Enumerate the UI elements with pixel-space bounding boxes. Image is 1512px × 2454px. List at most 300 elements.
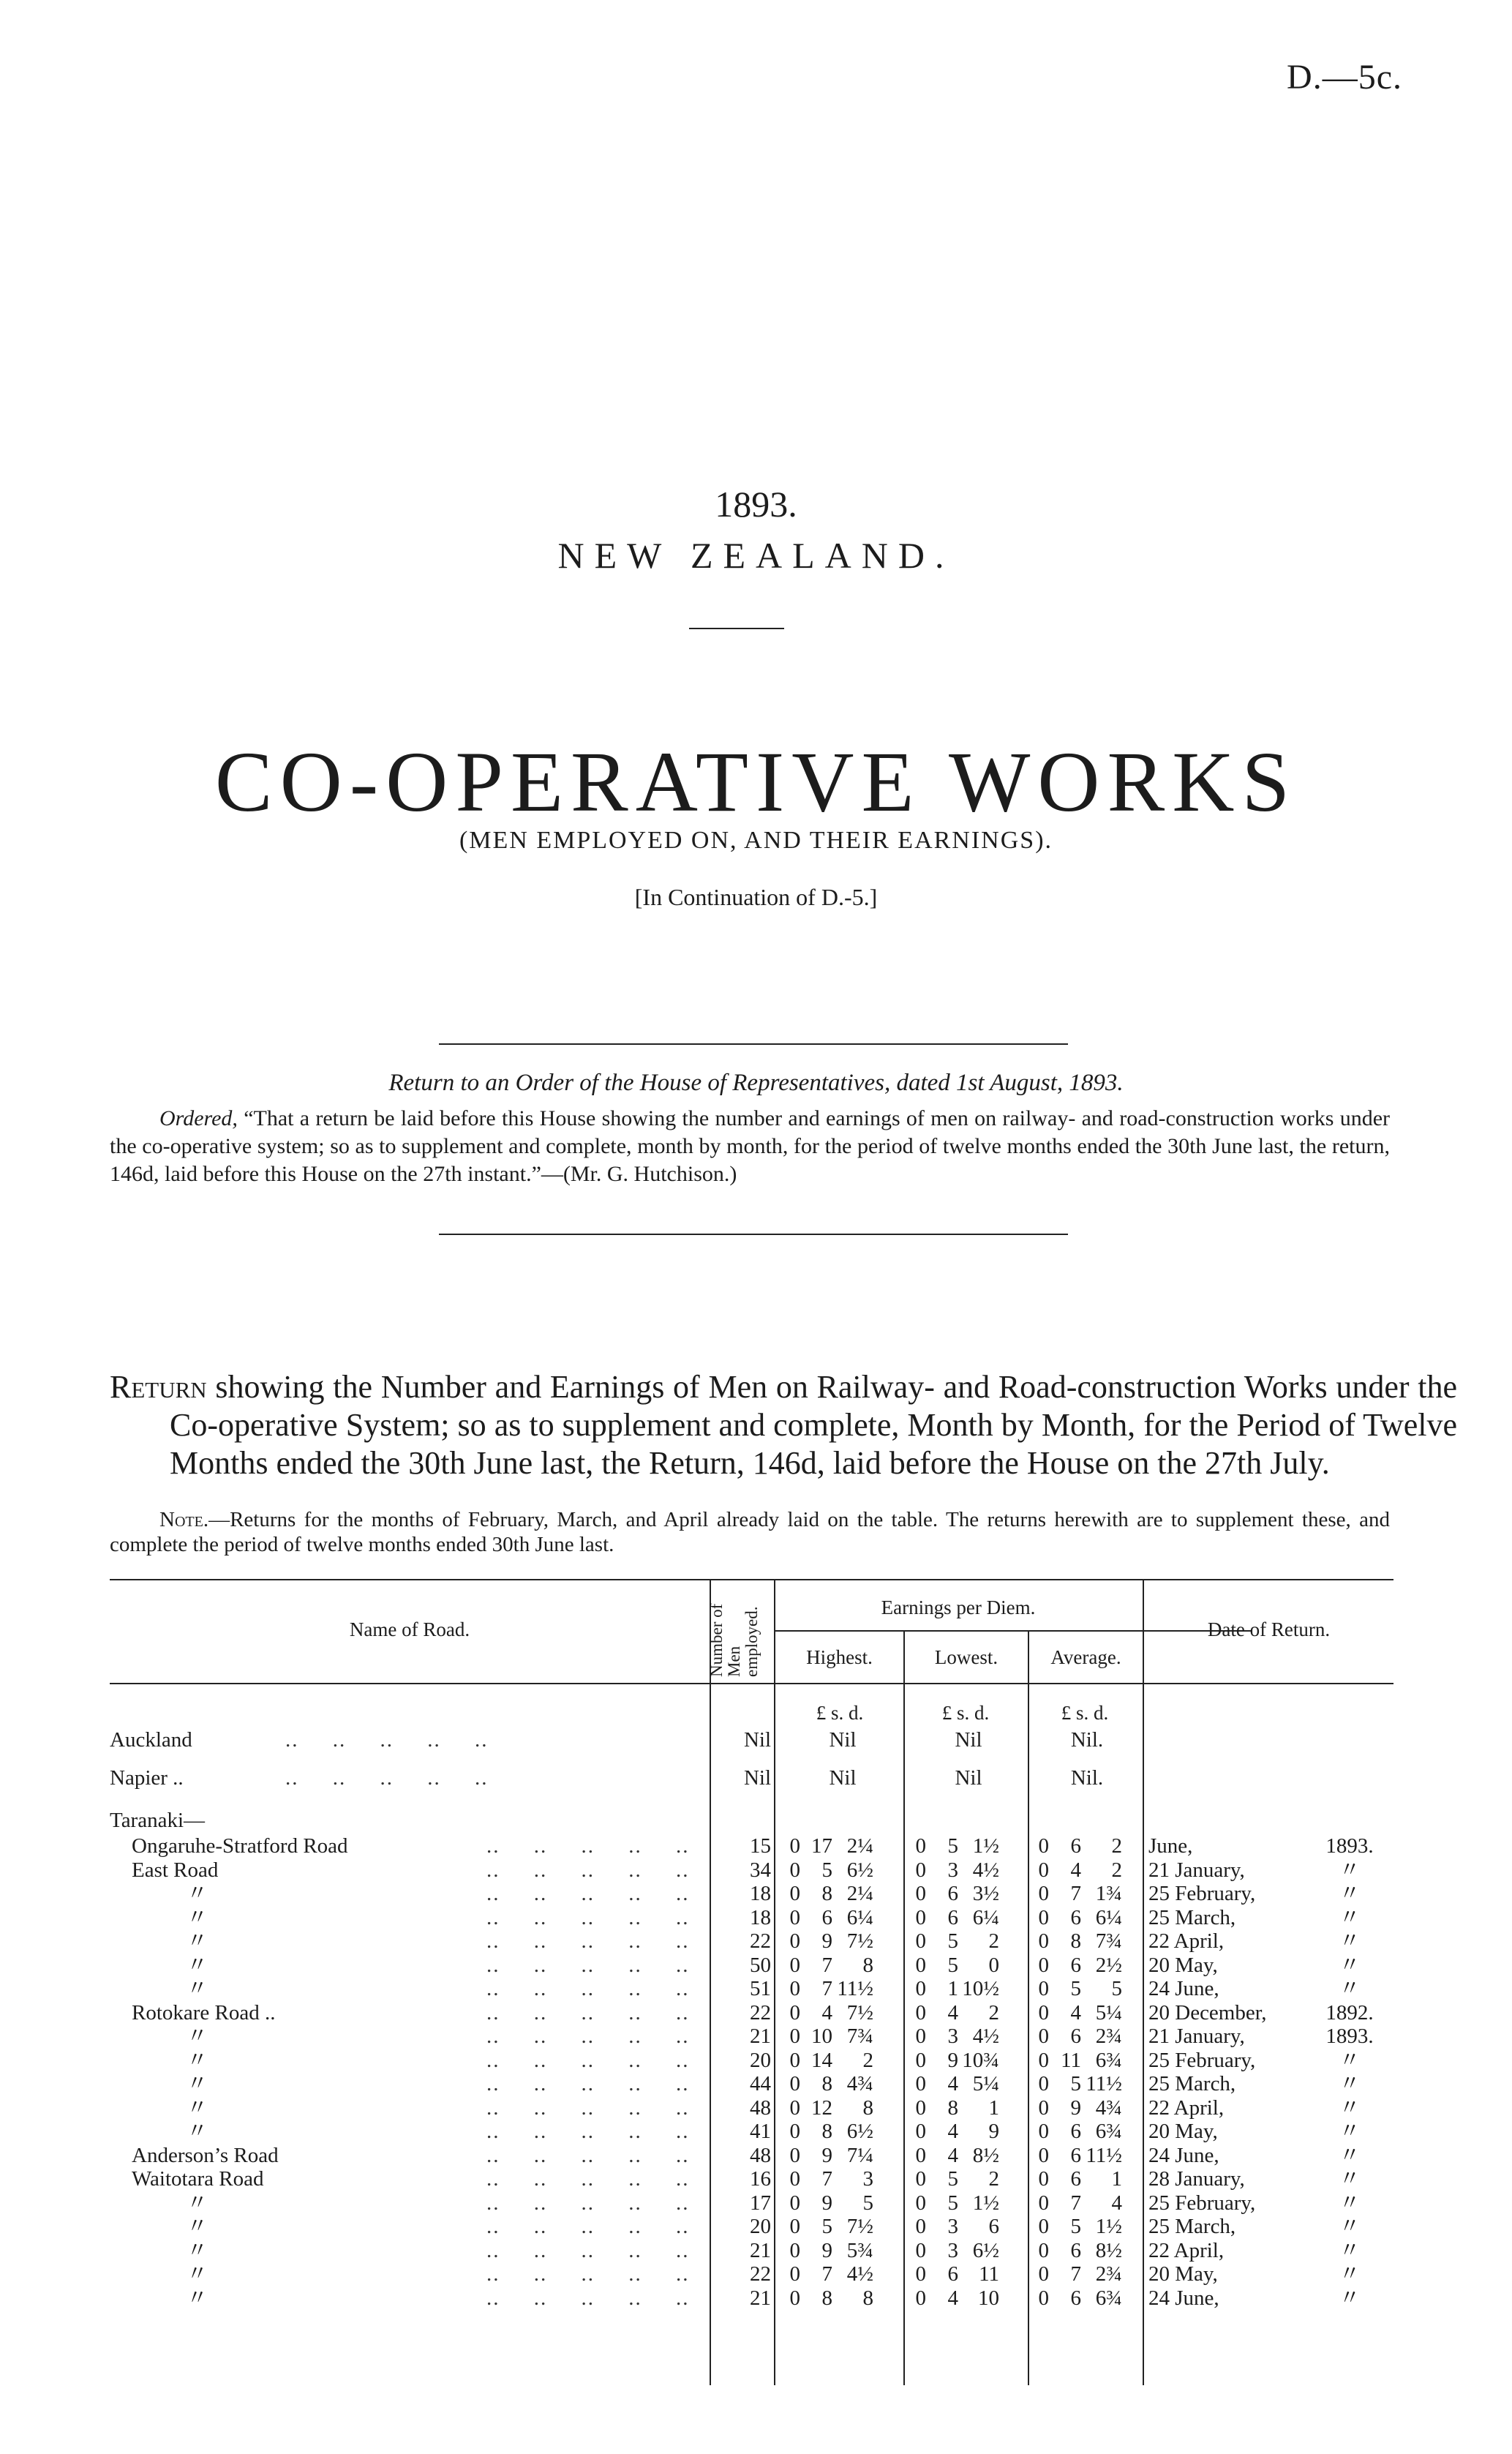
- highest-earnings: [784, 2144, 901, 2168]
- average-earnings-part: 6¾: [1095, 2286, 1122, 2310]
- leader-dots: .. .. .. .. ..: [486, 2167, 690, 2191]
- average-earnings-part: 4: [1111, 2191, 1122, 2215]
- table-row: [110, 2096, 1393, 2120]
- average-earnings: [1033, 1954, 1141, 1978]
- highest-earnings-part: 7¾: [846, 2025, 873, 2048]
- header-name-of-road: Name of Road.: [349, 1618, 470, 1640]
- average-earnings-part: 0: [1038, 2000, 1049, 2025]
- lowest-earnings-part: 9: [988, 2120, 999, 2143]
- road-name: 〃: [187, 2215, 208, 2238]
- average-earnings: [1033, 2239, 1141, 2263]
- return-date: 21 January,: [1148, 2025, 1245, 2048]
- lowest-earnings: [910, 1906, 1027, 1930]
- return-date: 25 February,: [1148, 1882, 1256, 1905]
- road-name: Taranaki—: [110, 1809, 206, 1832]
- return-year: 〃: [1339, 2120, 1361, 2143]
- road-name: 〃: [187, 2048, 208, 2072]
- header-average: Average.: [1050, 1646, 1121, 1668]
- leader-dots: .. .. .. .. ..: [486, 2000, 690, 2025]
- highest-earnings: [784, 2167, 901, 2191]
- unit-highest: £ s. d.: [816, 1702, 864, 1724]
- road-name: 〃: [187, 2072, 208, 2095]
- average-earnings: [1033, 2120, 1141, 2144]
- highest-earnings-part: 7½: [846, 1929, 873, 1953]
- lowest-earnings: [910, 1882, 1027, 1906]
- header-highest: Highest.: [806, 1646, 873, 1668]
- lowest-earnings: [910, 2191, 1027, 2215]
- lowest-earnings: [910, 2262, 1027, 2286]
- average-earnings: [1033, 2072, 1141, 2096]
- lowest-earnings-part: 10½: [962, 1977, 999, 2000]
- lowest-earnings-part: 0: [915, 2120, 926, 2143]
- lowest-earnings: Nil: [955, 1766, 982, 1790]
- men-count: 48: [750, 2095, 771, 2120]
- return-date: 25 March,: [1148, 2215, 1236, 2238]
- road-name: 〃: [187, 2025, 208, 2048]
- average-earnings-part: 0: [1038, 2025, 1049, 2048]
- lowest-earnings-part: 0: [915, 2143, 926, 2167]
- table-row: [110, 2286, 1393, 2311]
- average-earnings-part: 6¼: [1095, 1905, 1122, 1929]
- men-count: 50: [750, 1953, 771, 1977]
- lowest-earnings: [910, 1858, 1027, 1883]
- lowest-earnings-part: 0: [988, 1953, 999, 1977]
- lowest-earnings-part: 6: [947, 2262, 958, 2286]
- table-row: [110, 2120, 1393, 2144]
- highest-earnings-part: 0: [789, 2095, 800, 2120]
- leader-dots: .. .. .. .. ..: [486, 2262, 690, 2286]
- average-earnings: [1033, 1882, 1141, 1906]
- leader-dots: .. .. .. .. ..: [486, 1929, 690, 1953]
- document-title: CO-OPERATIVE WORKS: [214, 734, 1298, 830]
- lowest-earnings-part: 5: [947, 1929, 958, 1953]
- lowest-earnings-part: 5: [947, 1953, 958, 1977]
- average-earnings-part: 6: [1070, 1905, 1081, 1929]
- page-reference: D.—5c.: [1287, 58, 1402, 97]
- average-earnings-part: 5: [1070, 2215, 1081, 2238]
- country-heading: NEW ZEALAND.: [557, 535, 955, 576]
- average-earnings: [1033, 2096, 1141, 2120]
- average-earnings-part: 2¾: [1095, 2025, 1122, 2048]
- men-count: 15: [750, 1834, 771, 1858]
- men-count: 16: [750, 2167, 771, 2191]
- table-row: [110, 2025, 1393, 2049]
- lowest-earnings-part: 0: [915, 1905, 926, 1929]
- lowest-earnings: Nil: [955, 1728, 982, 1752]
- highest-earnings-part: 0: [789, 2215, 800, 2238]
- highest-earnings-part: 6: [821, 1905, 832, 1929]
- average-earnings-part: 0: [1038, 2238, 1049, 2262]
- return-date: 28 January,: [1148, 2167, 1245, 2191]
- header-date-of-return: Date of Return.: [1207, 1618, 1331, 1640]
- return-date: 24 June,: [1148, 2143, 1219, 2167]
- average-earnings-part: 4¾: [1095, 2095, 1122, 2120]
- average-earnings: [1033, 2191, 1141, 2215]
- leader-dots: .. .. .. .. ..: [486, 1834, 690, 1858]
- lowest-earnings-part: 0: [915, 1834, 926, 1858]
- average-earnings-part: 6: [1070, 2143, 1081, 2167]
- note-paragraph: [110, 1507, 1390, 1557]
- average-earnings-part: 1¾: [1095, 1882, 1122, 1905]
- average-earnings-part: 4: [1070, 2000, 1081, 2025]
- lowest-earnings: [910, 1977, 1027, 2001]
- lowest-earnings-part: 0: [915, 2262, 926, 2286]
- lowest-earnings-part: 1: [988, 2095, 999, 2120]
- road-name: 〃: [187, 1953, 208, 1977]
- average-earnings: [1033, 2025, 1141, 2049]
- return-year: 〃: [1339, 1953, 1361, 1977]
- note-label: Note.: [159, 1508, 209, 1531]
- average-earnings: [1033, 1834, 1141, 1858]
- road-name: 〃: [187, 2120, 208, 2143]
- leader-dots: .. .. .. .. ..: [285, 1766, 489, 1790]
- highest-earnings-part: 0: [789, 1953, 800, 1977]
- return-date: 20 May,: [1148, 1953, 1218, 1977]
- highest-earnings-part: 0: [789, 2286, 800, 2310]
- table-row: [110, 1929, 1393, 1954]
- lowest-earnings-part: 5: [947, 2191, 958, 2215]
- average-earnings: [1033, 2144, 1141, 2168]
- average-earnings-part: 9: [1070, 2095, 1081, 2120]
- highest-earnings: [784, 1858, 901, 1883]
- average-earnings-part: 1: [1111, 2167, 1122, 2191]
- table-row: [110, 1977, 1393, 2001]
- return-year: 〃: [1339, 1882, 1361, 1905]
- lowest-earnings-part: 4: [947, 2072, 958, 2095]
- return-year: 〃: [1339, 2072, 1361, 2095]
- return-year: 1893.: [1325, 1834, 1374, 1858]
- highest-earnings-part: 4: [821, 2000, 832, 2025]
- highest-earnings-part: 7¼: [846, 2143, 873, 2167]
- highest-earnings-part: 0: [789, 2191, 800, 2215]
- lowest-earnings: [910, 2001, 1027, 2025]
- leader-dots: .. .. .. .. ..: [486, 2025, 690, 2048]
- lowest-earnings-part: 10¾: [962, 2048, 999, 2072]
- header-earnings: Earnings per Diem.: [881, 1596, 1036, 1618]
- average-earnings: Nil.: [1070, 1766, 1104, 1790]
- highest-earnings-part: 3: [862, 2167, 873, 2191]
- lowest-earnings-part: 4: [947, 2120, 958, 2143]
- return-year: 〃: [1339, 1977, 1361, 2000]
- road-name: 〃: [187, 2191, 208, 2215]
- leader-dots: .. .. .. .. ..: [486, 1977, 690, 2000]
- table-row: [110, 2049, 1393, 2073]
- lowest-earnings-part: 4½: [972, 2025, 999, 2048]
- average-earnings: [1033, 2215, 1141, 2239]
- highest-earnings-part: 0: [789, 1858, 800, 1882]
- average-earnings-part: 6: [1070, 1953, 1081, 1977]
- return-year: 〃: [1339, 1858, 1361, 1882]
- lowest-earnings-part: 0: [915, 2286, 926, 2310]
- return-date: 25 February,: [1148, 2048, 1256, 2072]
- lowest-earnings: [910, 2120, 1027, 2144]
- highest-earnings: [784, 2072, 901, 2096]
- lowest-earnings: [910, 2167, 1027, 2191]
- lowest-earnings-part: 2: [988, 1929, 999, 1953]
- highest-earnings-part: 0: [789, 2143, 800, 2167]
- lowest-earnings-part: 1: [947, 1977, 958, 2000]
- men-count: Nil: [743, 1766, 771, 1790]
- return-year: 1893.: [1325, 2025, 1374, 2048]
- return-year: 〃: [1339, 2048, 1361, 2072]
- average-earnings-part: 2: [1111, 1858, 1122, 1882]
- average-earnings-part: 8½: [1095, 2238, 1122, 2262]
- return-date: 21 January,: [1148, 1858, 1245, 1882]
- highest-earnings: Nil: [829, 1728, 857, 1752]
- highest-earnings-part: 2¼: [846, 1834, 873, 1858]
- document-year: 1893.: [715, 484, 797, 525]
- road-name: 〃: [187, 2262, 208, 2286]
- highest-earnings: [784, 1834, 901, 1858]
- ordered-label: Ordered,: [159, 1106, 238, 1130]
- average-earnings-part: 0: [1038, 2143, 1049, 2167]
- return-year: 〃: [1339, 2167, 1361, 2191]
- average-earnings-part: 6: [1070, 1834, 1081, 1858]
- highest-earnings-part: 7: [821, 1977, 832, 2000]
- lowest-earnings-part: 5¼: [972, 2072, 999, 2095]
- lowest-earnings-part: 3: [947, 1858, 958, 1882]
- highest-earnings-part: 7: [821, 2262, 832, 2286]
- highest-earnings-part: 0: [789, 1882, 800, 1905]
- lowest-earnings-part: 0: [915, 2191, 926, 2215]
- return-year: 〃: [1339, 2191, 1361, 2215]
- highest-earnings-part: 2: [862, 2048, 873, 2072]
- men-count: 22: [750, 2262, 771, 2286]
- road-name: 〃: [187, 1905, 208, 1929]
- average-earnings-part: 0: [1038, 1929, 1049, 1953]
- return-date: 22 April,: [1148, 2238, 1225, 2262]
- average-earnings-part: 0: [1038, 2262, 1049, 2286]
- lowest-earnings-part: 0: [915, 1953, 926, 1977]
- lowest-earnings-part: 2: [988, 2000, 999, 2025]
- highest-earnings-part: 8: [821, 2072, 832, 2095]
- table-row: [110, 1728, 1393, 1752]
- average-earnings-part: 5: [1070, 1977, 1081, 2000]
- highest-earnings-part: 0: [789, 1905, 800, 1929]
- average-earnings: [1033, 1929, 1141, 1954]
- lowest-earnings-part: 1½: [972, 1834, 999, 1858]
- lowest-earnings-part: 0: [915, 1929, 926, 1953]
- men-count: 34: [750, 1858, 771, 1882]
- highest-earnings-part: 0: [789, 1834, 800, 1858]
- header-lowest: Lowest.: [934, 1646, 998, 1668]
- lowest-earnings-part: 6½: [972, 2238, 999, 2262]
- lowest-earnings: [910, 2144, 1027, 2168]
- short-divider: [689, 628, 784, 629]
- road-name: 〃: [187, 1977, 208, 2000]
- highest-earnings-part: 5: [821, 1858, 832, 1882]
- return-date: 22 April,: [1148, 2095, 1225, 2120]
- top-rule: [439, 1043, 1068, 1045]
- leader-dots: .. .. .. .. ..: [486, 1882, 690, 1905]
- bottom-rule: [439, 1234, 1068, 1235]
- return-year: 〃: [1339, 2215, 1361, 2238]
- road-name: Waitotara Road: [132, 2167, 264, 2191]
- men-count: 18: [750, 1882, 771, 1905]
- highest-earnings: [784, 2286, 901, 2311]
- highest-earnings-part: 6½: [846, 1858, 873, 1882]
- leader-dots: .. .. .. .. ..: [285, 1728, 489, 1752]
- table-row: [110, 1809, 1393, 1833]
- average-earnings-part: 0: [1038, 1858, 1049, 1882]
- highest-earnings-part: 11½: [837, 1977, 873, 2000]
- lowest-earnings: [910, 2239, 1027, 2263]
- lowest-earnings-part: 3: [947, 2238, 958, 2262]
- lowest-earnings-part: 8½: [972, 2143, 999, 2167]
- men-count: 51: [750, 1977, 771, 2000]
- lowest-earnings-part: 5: [947, 2167, 958, 2191]
- return-date: June,: [1148, 1834, 1193, 1858]
- return-date: 25 February,: [1148, 2191, 1256, 2215]
- highest-earnings-part: 0: [789, 2000, 800, 2025]
- table-row: [110, 2215, 1393, 2239]
- average-earnings-part: 7: [1070, 2191, 1081, 2215]
- road-name: Rotokare Road ..: [132, 2000, 276, 2025]
- men-count: 18: [750, 1905, 771, 1929]
- men-count: 48: [750, 2143, 771, 2167]
- average-earnings-part: 0: [1038, 1882, 1049, 1905]
- lowest-earnings-part: 0: [915, 1882, 926, 1905]
- highest-earnings-part: 7: [821, 1953, 832, 1977]
- unit-lowest: £ s. d.: [941, 1702, 990, 1724]
- lowest-earnings: [910, 2286, 1027, 2311]
- highest-earnings-part: 2¼: [846, 1882, 873, 1905]
- road-name: Ongaruhe-Stratford Road: [132, 1834, 348, 1858]
- leader-dots: .. .. .. .. ..: [486, 2215, 690, 2238]
- highest-earnings-part: 8: [862, 2286, 873, 2310]
- men-count: 22: [750, 1929, 771, 1953]
- ordered-text: “That a return be laid before this House showing the number and earnings of men on railway- and road-construction works under the co-operative system; so as to supplement and complete, month by month, for the period of twelve months ended the 30th June last, the return, 146d, laid before this House on the 27th instant.”—(Mr. G. Hutchison.): [110, 1106, 1390, 1186]
- road-name: 〃: [187, 2095, 208, 2120]
- average-earnings-part: 6: [1070, 2120, 1081, 2143]
- highest-earnings-part: 8: [862, 1953, 873, 1977]
- order-heading: Return to an Order of the House of Representatives, dated 1st August, 1893.: [388, 1070, 1124, 1096]
- highest-earnings-part: 6¼: [846, 1905, 873, 1929]
- table-row: [110, 2001, 1393, 2025]
- average-earnings-part: 7: [1070, 2262, 1081, 2286]
- men-count: 41: [750, 2120, 771, 2143]
- highest-earnings-part: 5: [862, 2191, 873, 2215]
- highest-earnings-part: 8: [821, 2120, 832, 2143]
- average-earnings-part: 0: [1038, 1834, 1049, 1858]
- average-earnings: [1033, 2049, 1141, 2073]
- highest-earnings-part: 9: [821, 2238, 832, 2262]
- lowest-earnings: [910, 2096, 1027, 2120]
- average-earnings: [1033, 2262, 1141, 2286]
- highest-earnings: [784, 2262, 901, 2286]
- leader-dots: .. .. .. .. ..: [486, 2238, 690, 2262]
- lowest-earnings-part: 6: [988, 2215, 999, 2238]
- return-year: 1892.: [1325, 2000, 1374, 2025]
- return-year: 〃: [1339, 1929, 1361, 1953]
- lowest-earnings-part: 0: [915, 1858, 926, 1882]
- table-row: [110, 1954, 1393, 1978]
- lowest-earnings-part: 0: [915, 2072, 926, 2095]
- lowest-earnings-part: 0: [915, 2215, 926, 2238]
- men-count: 20: [750, 2048, 771, 2072]
- lowest-earnings: [910, 2072, 1027, 2096]
- average-earnings-part: 5: [1070, 2072, 1081, 2095]
- highest-earnings-part: 0: [789, 2025, 800, 2048]
- highest-earnings-part: 17: [811, 1834, 832, 1858]
- leader-dots: .. .. .. .. ..: [486, 1905, 690, 1929]
- highest-earnings-part: 7½: [846, 2000, 873, 2025]
- lowest-earnings-part: 3: [947, 2215, 958, 2238]
- highest-earnings-part: 7: [821, 2167, 832, 2191]
- highest-earnings: [784, 2215, 901, 2239]
- lowest-earnings-part: 6: [947, 1905, 958, 1929]
- return-year: 〃: [1339, 2095, 1361, 2120]
- road-name: 〃: [187, 1882, 208, 1905]
- average-earnings-part: 7¾: [1095, 1929, 1122, 1953]
- average-earnings-part: 0: [1038, 1977, 1049, 2000]
- highest-earnings-part: 8: [821, 2286, 832, 2310]
- return-year: 〃: [1339, 2262, 1361, 2286]
- highest-earnings-part: 0: [789, 2048, 800, 2072]
- highest-earnings-part: 0: [789, 2120, 800, 2143]
- highest-earnings: [784, 2096, 901, 2120]
- average-earnings: [1033, 1906, 1141, 1930]
- road-name: 〃: [187, 2238, 208, 2262]
- average-earnings-part: 0: [1038, 2072, 1049, 2095]
- highest-earnings: [784, 1977, 901, 2001]
- lowest-earnings: [910, 2215, 1027, 2239]
- average-earnings-part: 2: [1111, 1834, 1122, 1858]
- highest-earnings: Nil: [829, 1766, 857, 1790]
- leader-dots: .. .. .. .. ..: [486, 2286, 690, 2310]
- leader-dots: .. .. .. .. ..: [486, 2191, 690, 2215]
- men-count: 44: [750, 2072, 771, 2095]
- average-earnings-part: 6: [1070, 2238, 1081, 2262]
- average-earnings-part: 4: [1070, 1858, 1081, 1882]
- return-word: Return: [110, 1369, 207, 1405]
- highest-earnings: [784, 2239, 901, 2263]
- average-earnings-part: 8: [1070, 1929, 1081, 1953]
- note-text: —Returns for the months of February, March, and April already laid on the table. The returns herewith are to supplement these, and complete the period of twelve months ended 30th June last.: [110, 1508, 1390, 1556]
- table-row: [110, 2072, 1393, 2096]
- lowest-earnings-part: 4: [947, 2000, 958, 2025]
- highest-earnings-part: 0: [789, 2262, 800, 2286]
- leader-dots: .. .. .. .. ..: [486, 1953, 690, 1977]
- table-header-rule: [110, 1683, 1393, 1684]
- men-count: 20: [750, 2215, 771, 2238]
- average-earnings: [1033, 2001, 1141, 2025]
- highest-earnings-part: 6½: [846, 2120, 873, 2143]
- table-row: [110, 1858, 1393, 1883]
- highest-earnings-part: 10: [811, 2025, 832, 2048]
- average-earnings-part: 0: [1038, 2120, 1049, 2143]
- lowest-earnings-part: 2: [988, 2167, 999, 2191]
- leader-dots: .. .. .. .. ..: [486, 1858, 690, 1882]
- highest-earnings-part: 8: [862, 2095, 873, 2120]
- lowest-earnings-part: 4: [947, 2286, 958, 2310]
- average-earnings-part: 0: [1038, 2286, 1049, 2310]
- return-date: 20 May,: [1148, 2262, 1218, 2286]
- lowest-earnings-part: 6: [947, 1882, 958, 1905]
- average-earnings-part: 6: [1070, 2286, 1081, 2310]
- average-earnings: [1033, 1977, 1141, 2001]
- highest-earnings-part: 9: [821, 2191, 832, 2215]
- average-earnings-part: 2¾: [1095, 2262, 1122, 2286]
- table-row: [110, 1906, 1393, 1930]
- table-row: [110, 1882, 1393, 1906]
- lowest-earnings-part: 0: [915, 1977, 926, 2000]
- men-count: 21: [750, 2238, 771, 2262]
- highest-earnings-part: 4¾: [846, 2072, 873, 2095]
- average-earnings-part: 6¾: [1095, 2120, 1122, 2143]
- highest-earnings-part: 0: [789, 1977, 800, 2000]
- average-earnings-part: 0: [1038, 2215, 1049, 2238]
